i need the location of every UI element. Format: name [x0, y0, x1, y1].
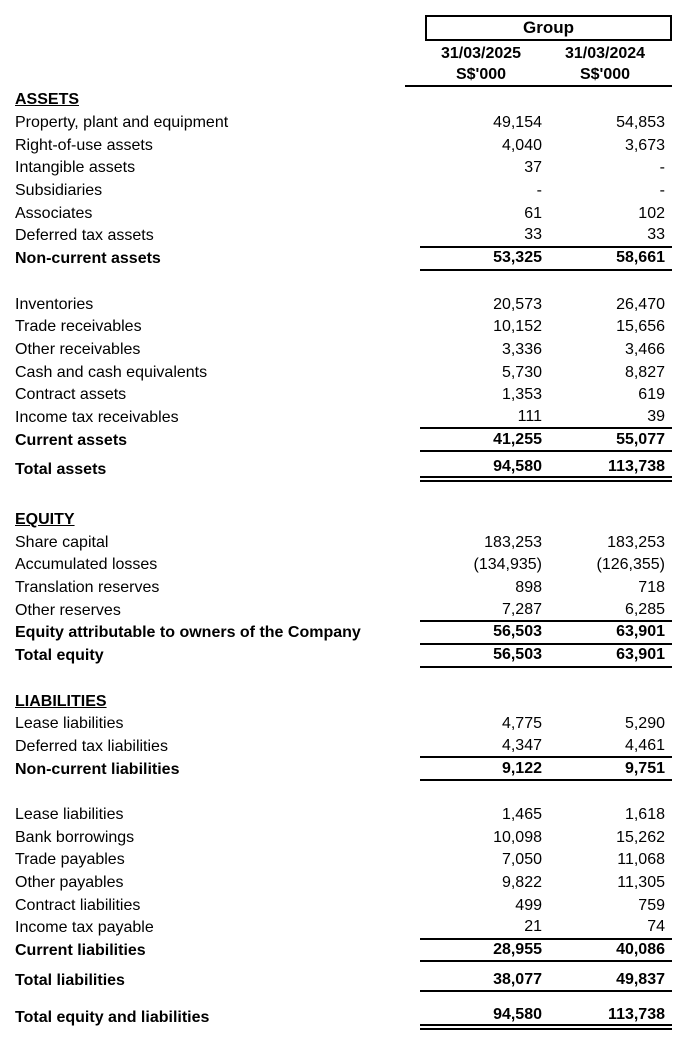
group-label: Group [523, 18, 574, 37]
value-2025: 49,154 [493, 114, 542, 132]
row-label: Deferred tax liabilities [15, 737, 168, 755]
row-label: Accumulated losses [15, 556, 158, 574]
row-label: Other reserves [15, 601, 121, 619]
row-label: Subsidiaries [15, 182, 103, 200]
value-2025: 56,503 [493, 646, 542, 664]
row-values [420, 969, 672, 992]
row-values [420, 622, 672, 645]
value-2025: 7,050 [501, 851, 542, 869]
row-values [420, 713, 672, 736]
table-row [15, 713, 672, 736]
column-date-2025: 31/03/2025 [440, 44, 522, 62]
table-row [15, 339, 672, 362]
value-2025: 1,353 [501, 386, 542, 404]
value-2024: - [659, 182, 665, 200]
value-2025: 94,580 [493, 1006, 542, 1024]
row-values [420, 339, 672, 362]
row-values [420, 872, 672, 895]
value-2024: 40,086 [616, 941, 665, 959]
row-values [420, 736, 672, 759]
value-2025: 10,152 [493, 318, 542, 336]
table-row [15, 429, 672, 452]
table-row [15, 804, 672, 827]
row-label: Lease liabilities [15, 715, 124, 733]
table-row [15, 826, 672, 849]
value-2024: 113,738 [608, 1006, 665, 1024]
table-row [15, 225, 672, 248]
row-label: Cash and cash equivalents [15, 363, 208, 381]
table-row [15, 940, 672, 963]
value-2025: 7,287 [501, 600, 542, 618]
value-2024: 718 [638, 579, 665, 597]
value-2024: 74 [647, 918, 665, 936]
table-row [15, 969, 672, 992]
value-2025: 94,580 [493, 458, 542, 476]
value-2024: 49,837 [616, 970, 665, 988]
group-column-header [425, 15, 672, 41]
value-2025: 53,325 [493, 249, 542, 267]
value-2025: 183,253 [484, 533, 542, 551]
table-row [15, 1007, 672, 1030]
row-label: Trade payables [15, 851, 125, 869]
value-2024: 5,290 [624, 715, 665, 733]
value-2024: 1,618 [624, 805, 665, 823]
spacer-row [15, 668, 672, 691]
row-values [420, 599, 672, 622]
spacer-row [15, 781, 672, 804]
value-2024: 33 [647, 226, 665, 244]
row-values [420, 554, 672, 577]
value-2025: 4,775 [501, 715, 542, 733]
table-row [15, 248, 672, 271]
value-2024: 9,751 [624, 759, 665, 777]
row-values [420, 758, 672, 781]
row-values [420, 157, 672, 180]
table-row [15, 554, 672, 577]
table-row [15, 758, 672, 781]
column-unit-2024: S$'000 [579, 66, 631, 83]
row-label: Intangible assets [15, 159, 136, 177]
value-2025: 499 [515, 896, 542, 914]
value-2024: 63,901 [616, 623, 665, 641]
value-2025: 9,822 [501, 874, 542, 892]
value-2024: 11,068 [617, 851, 665, 869]
row-values [420, 531, 672, 554]
table-row [15, 112, 672, 135]
row-values [420, 429, 672, 452]
value-2024: 113,738 [608, 458, 665, 476]
column-dates [420, 42, 672, 65]
row-values [420, 361, 672, 384]
value-2025: 5,730 [501, 363, 542, 381]
value-2025: 111 [517, 407, 542, 425]
value-2024: 102 [638, 204, 665, 222]
value-2024: 15,656 [616, 318, 665, 336]
row-label: Non-current liabilities [15, 760, 180, 778]
value-2025: 41,255 [493, 430, 542, 448]
table-row [15, 894, 672, 917]
value-2024: 63,901 [616, 646, 665, 664]
row-values [420, 293, 672, 316]
table-row [15, 202, 672, 225]
value-2024: 11,305 [617, 874, 665, 892]
table-row [15, 736, 672, 759]
row-values [420, 407, 672, 430]
row-label: EQUITY [15, 511, 75, 529]
table-row [15, 509, 672, 532]
statement-header [420, 15, 672, 87]
table-row [15, 917, 672, 940]
row-label: Income tax receivables [15, 408, 179, 426]
row-label: Total equity [15, 647, 104, 665]
value-2024: 3,466 [624, 340, 665, 358]
value-2025: 37 [524, 159, 542, 177]
row-values [420, 316, 672, 339]
row-values [420, 826, 672, 849]
value-2024: 183,253 [607, 533, 665, 551]
value-2024: 15,262 [616, 828, 665, 846]
value-2025: 38,077 [493, 970, 542, 988]
row-values [420, 577, 672, 600]
row-label: Non-current assets [15, 250, 161, 268]
value-2025: 20,573 [493, 295, 542, 313]
row-label: Lease liabilities [15, 805, 124, 823]
row-label: Trade receivables [15, 318, 142, 336]
value-2024: 8,827 [624, 363, 665, 381]
value-2024: 6,285 [624, 600, 665, 618]
row-label: Translation reserves [15, 579, 160, 597]
row-values [420, 645, 672, 668]
value-2025: 33 [524, 226, 542, 244]
row-values [420, 804, 672, 827]
table-row [15, 849, 672, 872]
row-label: Equity attributable to owners of the Company [15, 624, 361, 642]
row-label: Right-of-use assets [15, 136, 153, 154]
value-2024: 58,661 [616, 249, 665, 267]
value-2025: 1,465 [501, 805, 542, 823]
row-values [420, 248, 672, 271]
table-row [15, 407, 672, 430]
table-row [15, 293, 672, 316]
value-2024: 3,673 [624, 136, 665, 154]
table-row [15, 134, 672, 157]
table-row [15, 180, 672, 203]
row-label: Property, plant and equipment [15, 114, 229, 132]
value-2025: 4,347 [501, 736, 542, 754]
row-label: Contract liabilities [15, 896, 141, 914]
value-2025: 9,122 [501, 759, 542, 777]
value-2025: 21 [524, 918, 542, 936]
table-row [15, 157, 672, 180]
row-label: Other payables [15, 874, 124, 892]
value-2024: 39 [647, 407, 665, 425]
value-2024: - [659, 159, 665, 177]
value-2025: 28,955 [493, 941, 542, 959]
value-2024: 619 [638, 386, 665, 404]
row-values [420, 690, 672, 713]
table-row [15, 531, 672, 554]
table-row [15, 599, 672, 622]
row-values [420, 180, 672, 203]
value-2024: 55,077 [616, 430, 665, 448]
row-values [420, 384, 672, 407]
table-row [15, 577, 672, 600]
value-2024: 4,461 [624, 736, 665, 754]
row-label: ASSETS [15, 91, 80, 109]
table-row [15, 622, 672, 645]
row-label: Income tax payable [15, 919, 154, 937]
row-values [420, 112, 672, 135]
row-label: Contract assets [15, 386, 127, 404]
value-2025: - [536, 182, 542, 200]
table-row [15, 645, 672, 668]
column-date-2024: 31/03/2024 [564, 44, 646, 62]
value-2025: 61 [524, 204, 542, 222]
row-values [420, 134, 672, 157]
row-values [420, 89, 672, 112]
row-label: Share capital [15, 533, 109, 551]
value-2025: 56,503 [493, 623, 542, 641]
row-values [420, 940, 672, 963]
value-2024: 759 [638, 896, 665, 914]
row-values [420, 1007, 672, 1030]
table-row [15, 316, 672, 339]
row-values [420, 917, 672, 940]
row-values [420, 459, 672, 482]
row-label: Total assets [15, 461, 107, 479]
row-label: Current liabilities [15, 942, 146, 960]
value-2024: 54,853 [616, 114, 665, 132]
row-values [420, 894, 672, 917]
spacer-row [15, 482, 672, 509]
row-values [420, 849, 672, 872]
value-2024: (126,355) [596, 556, 665, 574]
row-values [420, 509, 672, 532]
table-row [15, 361, 672, 384]
table-row [15, 384, 672, 407]
spacer-row [15, 271, 672, 294]
row-label: Total liabilities [15, 971, 125, 989]
row-values [420, 225, 672, 248]
row-label: Associates [15, 204, 93, 222]
table-row [15, 459, 672, 482]
column-unit-2025: S$'000 [455, 66, 507, 83]
value-2024: 26,470 [616, 295, 665, 313]
row-label: Current assets [15, 431, 128, 449]
table-row [15, 690, 672, 713]
value-2025: 4,040 [501, 136, 542, 154]
row-values [420, 202, 672, 225]
table-row [15, 89, 672, 112]
row-label: Other receivables [15, 340, 141, 358]
value-2025: 898 [515, 579, 542, 597]
value-2025: 3,336 [501, 340, 542, 358]
row-label: Total equity and liabilities [15, 1009, 210, 1027]
value-2025: 10,098 [493, 828, 542, 846]
table-row [15, 872, 672, 895]
value-2025: (134,935) [473, 556, 542, 574]
statement-rows [15, 89, 672, 1030]
row-label: Bank borrowings [15, 828, 135, 846]
row-label: Deferred tax assets [15, 227, 154, 245]
column-units [405, 65, 672, 87]
row-label: LIABILITIES [15, 692, 107, 710]
row-label: Inventories [15, 295, 94, 313]
